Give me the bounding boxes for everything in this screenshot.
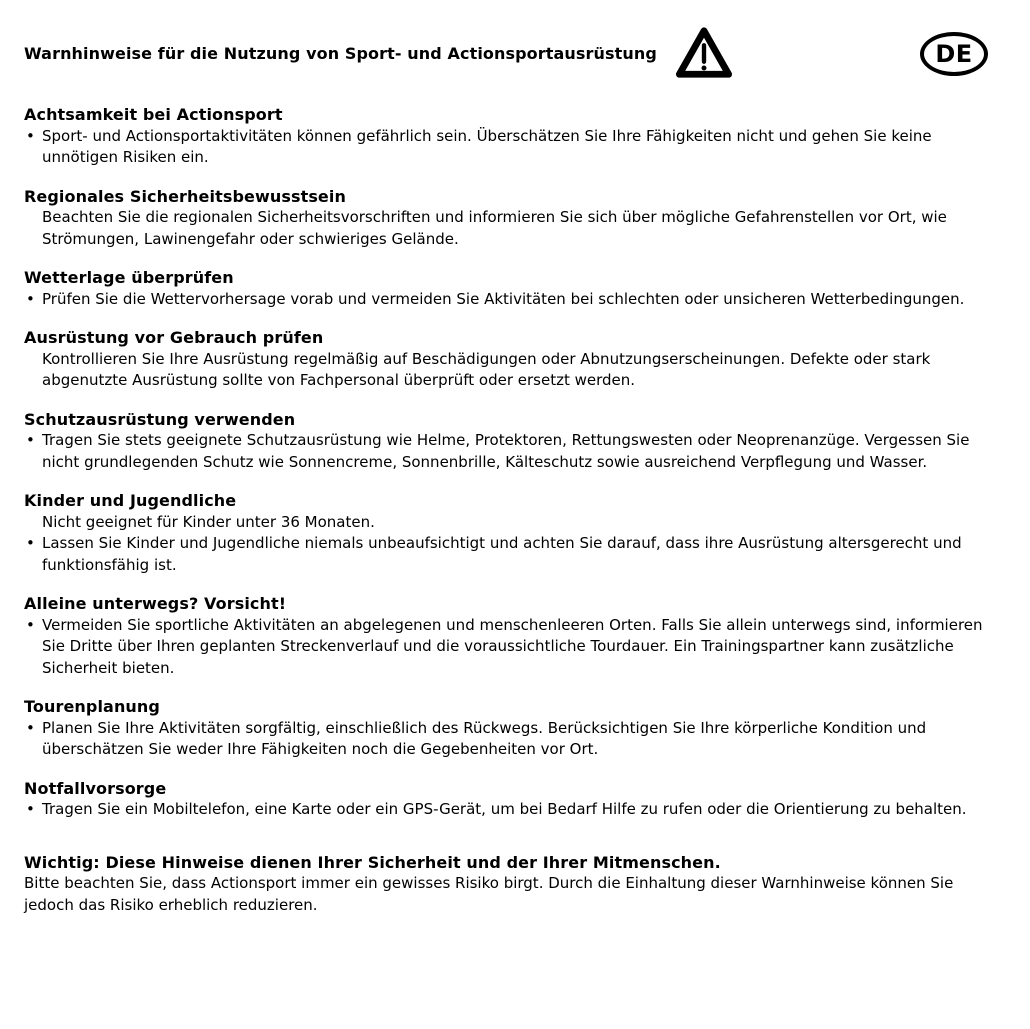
bullet-item — [24, 430, 996, 473]
bullet-item — [24, 799, 996, 821]
bullet-item — [24, 126, 996, 169]
section-heading: Ausrüstung vor Gebrauch prüfen — [24, 328, 324, 347]
footer-text: Bitte beachten Sie, dass Actionsport immer ein gewisses Risiko birgt. Durch die Einhaltung dieser Warnhinweise können Sie jedoch das Risiko erheblich reduzieren. — [24, 874, 954, 914]
section-heading: Notfallvorsorge — [24, 778, 167, 798]
bullet-item — [24, 533, 996, 576]
indented-item — [24, 207, 996, 250]
warning-section — [24, 186, 996, 251]
section-heading: Alleine unterwegs? Vorsicht! — [24, 594, 287, 613]
item-text: Prüfen Sie die Wettervorhersage vorab und vermeiden Sie Aktivitäten bei schlechten oder unsicheren Wetterbedingungen. — [42, 289, 965, 308]
warning-section — [24, 104, 996, 169]
item-text: Beachten Sie die regionalen Sicherheitsvorschriften und informieren Sie sich über mögliche Gefahrenstellen vor Ort, wie Strömungen, Lawinengefahr oder schwieriges Gelände. — [42, 208, 947, 248]
footer-heading: Wichtig: Diese Hinweise dienen Ihrer Sicherheit und der Ihrer Mitmenschen. — [24, 852, 721, 872]
item-text: Planen Sie Ihre Aktivitäten sorgfältig, einschließlich des Rückwegs. Berücksichtigen Sie Ihre körperliche Kondition und überschätzen Sie weder Ihre Fähigkeiten noch die Gegebenheiten vor Ort. — [42, 718, 927, 758]
warning-section — [24, 327, 996, 392]
bullet-icon: • — [26, 718, 35, 737]
indented-item — [24, 512, 996, 534]
bullet-icon: • — [26, 431, 35, 449]
page-title: Warnhinweise für die Nutzung von Sport- und Actionsportausrüstung — [24, 44, 657, 63]
item-text: Tragen Sie ein Mobiltelefon, eine Karte oder ein GPS-Gerät, um bei Bedarf Hilfe zu rufen oder die Orientierung zu behalten. — [42, 800, 967, 818]
document-header — [24, 0, 996, 82]
warning-section — [24, 593, 996, 679]
section-heading: Achtsamkeit bei Actionsport — [24, 105, 283, 124]
bullet-icon: • — [26, 534, 35, 552]
bullet-icon: • — [26, 800, 35, 818]
bullet-icon: • — [26, 615, 35, 634]
item-text: Nicht geeignet für Kinder unter 36 Monaten. — [42, 512, 375, 531]
section-heading: Schutzausrüstung verwenden — [24, 409, 296, 429]
section-heading: Regionales Sicherheitsbewusstsein — [24, 186, 346, 206]
sections-container — [24, 104, 996, 821]
indented-item — [24, 349, 996, 392]
item-text: Lassen Sie Kinder und Jugendliche niemals unbeaufsichtigt und achten Sie darauf, dass ihre Ausrüstung altersgerecht und funktionsfähig ist. — [42, 534, 962, 574]
warning-section — [24, 409, 996, 474]
item-text: Sport- und Actionsportaktivitäten können gefährlich sein. Überschätzen Sie Ihre Fähigkeiten nicht und gehen Sie keine unnötigen Risiken ein. — [42, 126, 932, 166]
item-text: Tragen Sie stets geeignete Schutzausrüstung wie Helme, Protektoren, Rettungswesten oder Neoprenanzüge. Vergessen Sie nicht grundlegenden Schutz wie Sonnencreme, Sonnenbrille, Kälteschutz sowie ausreichend Verpflegung und Wasser. — [42, 431, 970, 471]
item-text: Vermeiden Sie sportliche Aktivitäten an abgelegenen und menschenleeren Orten. Falls Sie allein unterwegs sind, informieren Sie Dritte über Ihren geplanten Streckenverlauf und die voraussichtliche Tourdauer. Ein Trainingspartner kann zusätzliche Sicherheit bieten. — [42, 615, 983, 677]
bullet-icon: • — [26, 289, 35, 308]
warning-triangle-icon — [673, 25, 735, 83]
bullet-icon: • — [26, 126, 35, 145]
warning-section — [24, 778, 996, 821]
document-footer — [24, 852, 996, 917]
item-text: Kontrollieren Sie Ihre Ausrüstung regelmäßig auf Beschädigungen oder Abnutzungserscheinungen. Defekte oder stark abgenutzte Ausrüstung sollte von Fachpersonal überprüft oder ersetzt werden. — [42, 349, 931, 389]
bullet-item — [24, 615, 996, 680]
section-heading: Kinder und Jugendliche — [24, 491, 237, 510]
language-badge-label: DE — [935, 39, 973, 68]
language-badge-de — [920, 32, 988, 76]
bullet-item — [24, 718, 996, 761]
bullet-item — [24, 289, 996, 311]
warning-section — [24, 696, 996, 761]
section-heading: Tourenplanung — [24, 697, 160, 716]
section-heading: Wetterlage überprüfen — [24, 268, 234, 287]
warning-section — [24, 267, 996, 310]
warning-section — [24, 490, 996, 576]
